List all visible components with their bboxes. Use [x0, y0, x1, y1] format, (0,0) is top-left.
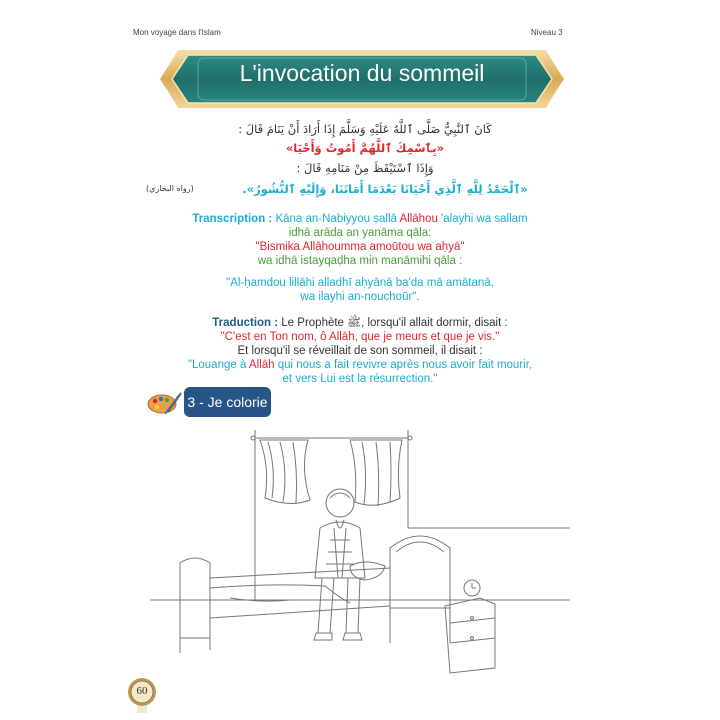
header-book-title: Mon voyage dans l'Islam — [133, 28, 221, 37]
translation-label: Traduction : — [212, 317, 279, 329]
coloring-illustration — [150, 428, 570, 683]
translation-text: qui nous a fait revivre après nous avoir fait mourir, — [274, 359, 533, 371]
transcription-label: Transcription : — [192, 213, 273, 225]
transcription-line-2: idhā arāda an yanāma qāla: — [288, 227, 432, 239]
translation-line-4 — [120, 358, 600, 372]
page-number: 60 — [136, 685, 148, 697]
palette-icon — [146, 390, 182, 421]
translation-text: "Louange à — [187, 359, 249, 371]
arabic-line-3: وَإِذَا ٱسْتَيْقَظَ مِنْ مَنَامِهِ قَالَ : — [296, 161, 434, 175]
transcription-line-5: "Al-ḥamdou lillāhi alladhī aḥyānā ba'da mā amātanā, — [226, 277, 494, 289]
transcription-line-3: "Bismika Allāhoumma amoūtou wa aḥyā" — [255, 241, 465, 253]
section-heading: 3 - Je colorie : — [184, 387, 271, 417]
translation-text: Le Prophète ﷺ, lorsqu'il allait dormir, disait : — [278, 317, 508, 329]
arabic-source: (رواه البخاري) — [146, 184, 194, 193]
translation-line-5: et vers Lui est la résurrection." — [282, 373, 438, 385]
arabic-line-2: «بِٱسْمِكَ ٱللَّهُمَّ أَمُوتُ وَأَحْيَا» — [285, 141, 445, 155]
transcription-text: Kāna an-Nabiyyou ṣallā — [275, 213, 400, 225]
arabic-line-1: كَانَ ٱلنَّبِيُّ صَلَّى ٱللَّهُ عَلَيْهِ وَسَلَّمَ إِذَا أَرَادَ أَنْ يَنَامَ قَالَ : — [238, 122, 492, 136]
transcription-line-1 — [120, 212, 600, 226]
transcription-line-6: wa ilayhi an-nouchoūr". — [300, 291, 420, 303]
header-level: Niveau 3 — [531, 28, 563, 37]
translation-line-2: "C'est en Ton nom, ô Allāh, que je meurs et que je vis." — [220, 331, 500, 343]
page-title: L'invocation du sommeil — [239, 60, 485, 86]
transcription-text: 'alayhi wa sallam — [437, 213, 528, 225]
allah-word: Allāhou — [399, 213, 438, 225]
page-number-badge — [126, 677, 158, 718]
transcription-line-4: wa idhā istayqaḍha min manāmihi qāla : — [257, 255, 463, 267]
translation-line-3: Et lorsqu'il se réveillait de son sommeil, il disait : — [237, 345, 483, 357]
title-banner — [158, 44, 566, 114]
allah-word: Allāh — [248, 359, 275, 371]
translation-line-1 — [120, 316, 600, 330]
arabic-line-4: «ٱلْحَمْدُ لِلَّهِ ٱلَّذِي أَحْيَانَا بَعْدَمَا أَمَاتَنَا، وَإِلَيْهِ ٱلنُّشُورُ». — [242, 182, 528, 196]
